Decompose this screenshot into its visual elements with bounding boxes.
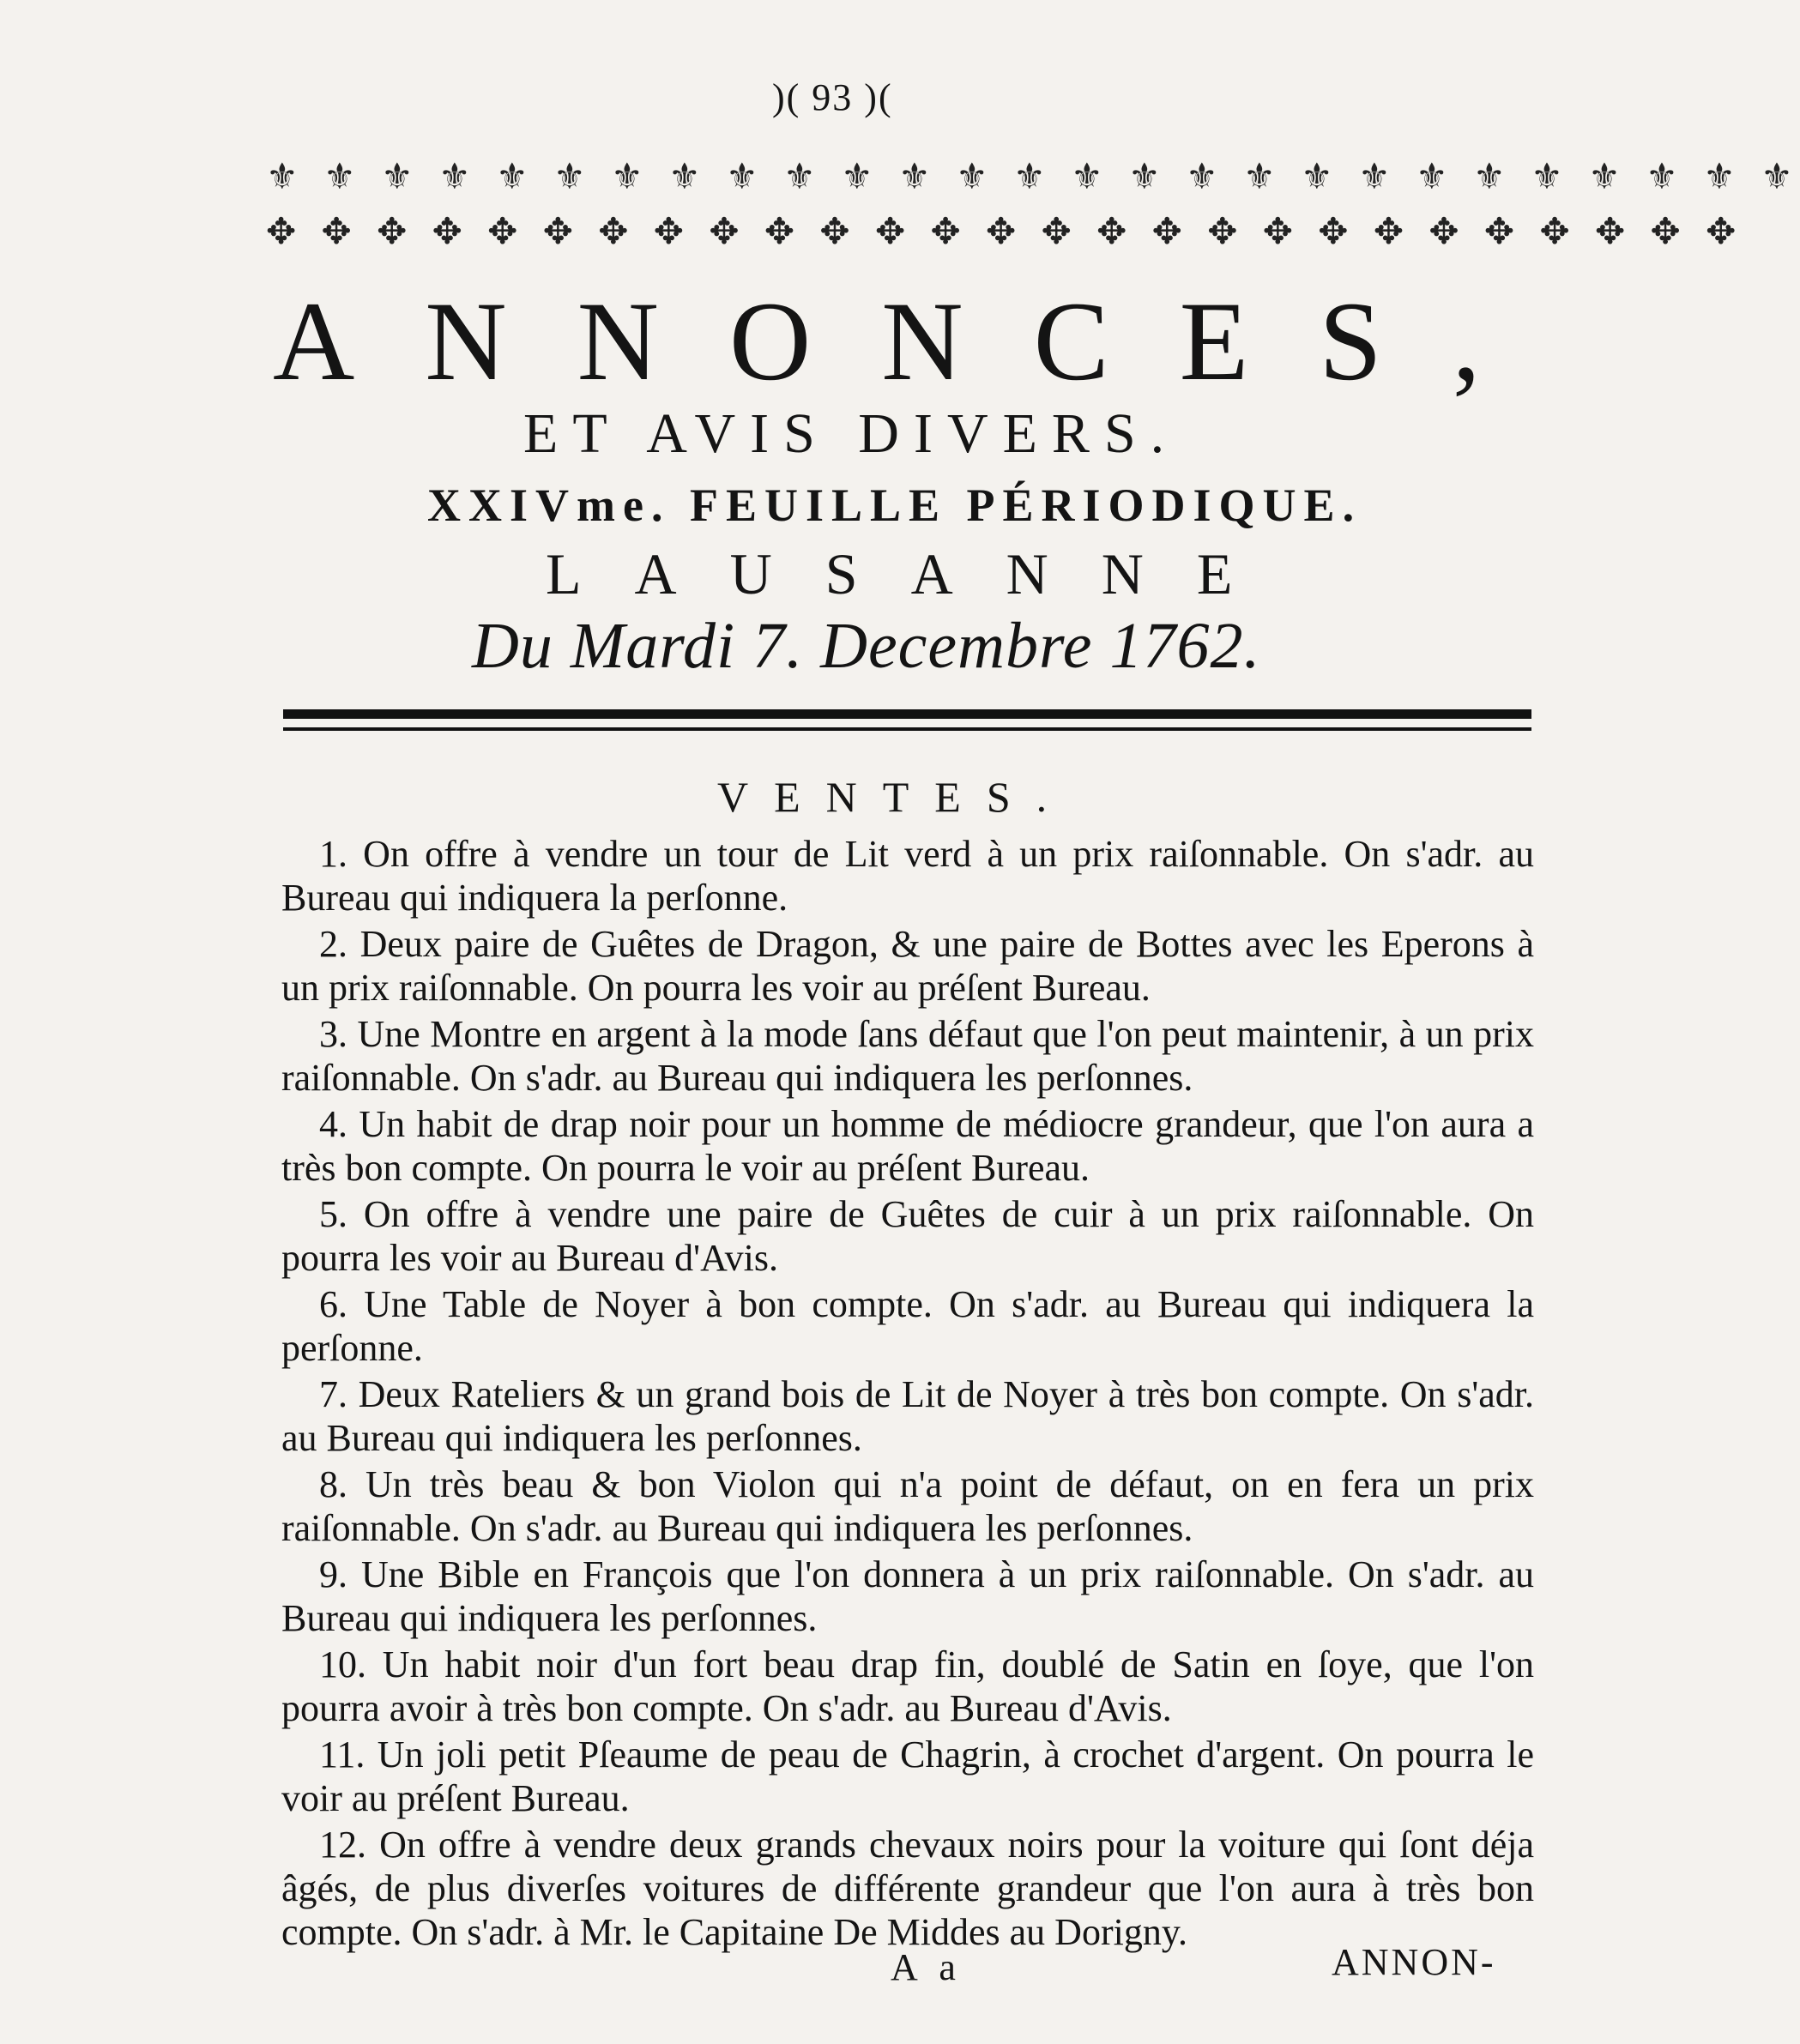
advertisement-item: 6. Une Table de Noyer à bon compte. On s'adr. au Bureau qui indiquera la perſonne.: [281, 1283, 1534, 1369]
advertisement-item: 11. Un joli petit Pſeaume de peau de Chagrin, à crochet d'argent. On pourra le voir au préſent Bureau.: [281, 1733, 1534, 1819]
page-number: )( 93 )(: [772, 76, 893, 118]
advertisement-item: 7. Deux Rateliers & un grand bois de Lit de Noyer à très bon compte. On s'adr. au Bureau qui indiquera les perſonnes.: [281, 1373, 1534, 1459]
advertisement-item: 1. On offre à vendre un tour de Lit verd à un prix raiſonnable. On s'adr. au Bureau qui indiquera la perſonne.: [281, 833, 1534, 919]
advertisement-item: 3. Une Montre en argent à la mode ſans défaut que l'on peut maintenir, à un prix raiſonnable. On s'adr. au Bureau qui indiquera les perſonnes.: [281, 1013, 1534, 1099]
advertisement-item: 4. Un habit de drap noir pour un homme de médiocre grandeur, que l'on aura a très bon compte. On pourra le voir au préſent Bureau.: [281, 1103, 1534, 1189]
masthead-subtitle: ET AVIS DIVERS.: [523, 402, 1180, 465]
issue-date: Du Mardi 7. Decembre 1762.: [472, 610, 1261, 682]
double-rule-thick: [283, 709, 1531, 719]
section-heading: VENTES.: [717, 773, 1073, 821]
advertisement-item: 12. On offre à vendre deux grands chevaux noirs pour la voiture qui ſont déja âgés, de plus diverſes voitures de différente grandeur que l'on aura à très bon compte. On s'adr. à Mr. le Capitaine De Middes au Dorigny.: [281, 1824, 1534, 1953]
fleuron-row-top: ⚜ ⚜ ⚜ ⚜ ⚜ ⚜ ⚜ ⚜ ⚜ ⚜ ⚜ ⚜ ⚜ ⚜ ⚜ ⚜ ⚜ ⚜ ⚜ ⚜ ⚜ ⚜ ⚜ ⚜ ⚜ ⚜ ⚜: [266, 155, 1800, 197]
advertisement-item: 8. Un très beau & bon Violon qui n'a point de défaut, on en fera un prix raiſonnable. On s'adr. au Bureau qui indiquera les perſonnes.: [281, 1463, 1534, 1549]
advertisement-item: 9. Une Bible en François que l'on donnera à un prix raiſonnable. On s'adr. au Bureau qui indiquera les perſonnes.: [281, 1553, 1534, 1639]
advertisement-item: 10. Un habit noir d'un fort beau drap fin, doublé de Satin en ſoye, que l'on pourra avoir à très bon compte. On s'adr. au Bureau d'Avis.: [281, 1643, 1534, 1729]
issue-number: XXIVme. FEUILLE PÉRIODIQUE.: [427, 479, 1362, 531]
advertisements-list: [281, 832, 1534, 1957]
masthead-title: ANNONCES,: [273, 278, 1551, 404]
advertisement-item: 2. Deux paire de Guêtes de Dragon, & une paire de Bottes avec les Eperons à un prix raiſonnable. On pourra les voir au préſent Bureau.: [281, 923, 1534, 1009]
fleuron-row-bottom: ✥ ✥ ✥ ✥ ✥ ✥ ✥ ✥ ✥ ✥ ✥ ✥ ✥ ✥ ✥ ✥ ✥ ✥ ✥ ✥ ✥ ✥ ✥ ✥ ✥ ✥ ✥: [266, 210, 1743, 252]
city-name: LAUSANNE: [546, 541, 1286, 606]
fleuron-ornament-band: [266, 153, 1800, 256]
double-rule-thin: [283, 727, 1531, 731]
catchword: ANNON-: [1332, 1941, 1496, 1983]
advertisement-item: 5. On offre à vendre une paire de Guêtes de cuir à un prix raiſonnable. On pourra les voir au Bureau d'Avis.: [281, 1193, 1534, 1279]
signature-mark: A a: [891, 1946, 963, 1988]
